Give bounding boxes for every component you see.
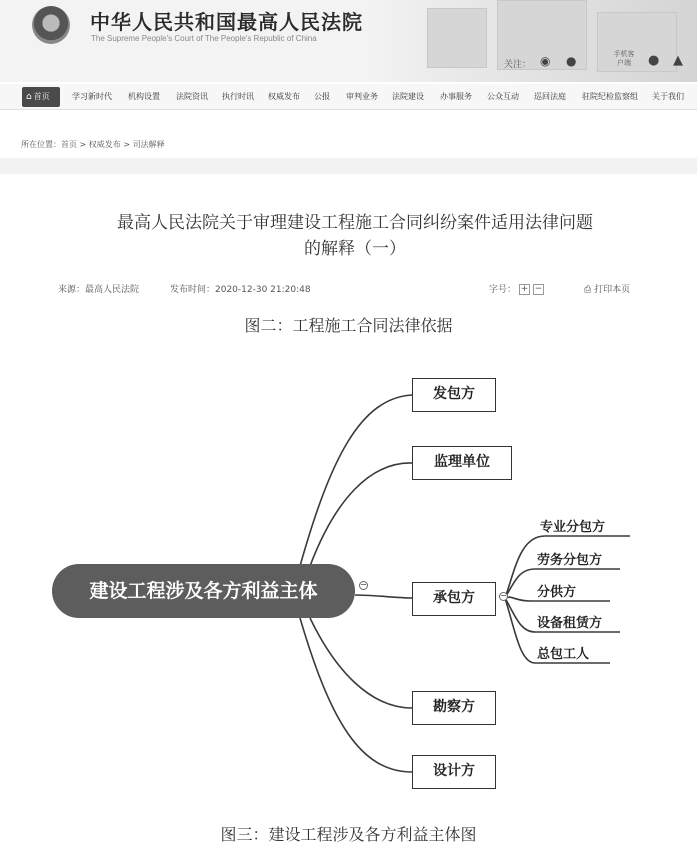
leaf-node[interactable]: 劳务分包方: [537, 553, 603, 568]
article-source: 来源：最高人民法院: [58, 285, 140, 295]
connector-sheji: [300, 618, 412, 772]
figure3-caption: 图三：建设工程涉及各方利益主体图: [220, 825, 477, 844]
article-published-time: 发布时间：2020-12-30 21:20:48: [170, 285, 311, 295]
home-icon: ⌂: [26, 92, 32, 102]
figure2-caption: 图二：工程施工合同法律依据: [244, 316, 453, 335]
node-jianli[interactable]: 监理单位: [412, 446, 512, 480]
article-title-line2: 的解释（一）: [304, 239, 406, 259]
font-size-label: 字号：: [489, 285, 517, 295]
site-header: [0, 0, 697, 82]
leaf-node[interactable]: 专业分包方: [540, 520, 606, 535]
nav-item[interactable]: 关于我们: [652, 92, 684, 101]
root-collapse-toggle[interactable]: −: [360, 580, 367, 589]
building-shape: [597, 12, 677, 72]
nav-item[interactable]: 法院建设: [392, 92, 424, 101]
breadcrumb[interactable]: 所在位置：首页 > 权威发布 > 司法解释: [21, 140, 165, 149]
weibo-icon[interactable]: ◉: [540, 54, 551, 68]
leaf-node[interactable]: 分供方: [537, 585, 577, 600]
national-emblem-logo[interactable]: [32, 6, 70, 44]
article-title-line1: 最高人民法院关于审理建设工程施工合同纠纷案件适用法律问题: [117, 213, 593, 233]
nav-item[interactable]: 机构设置: [128, 92, 160, 101]
separator-band: [0, 158, 697, 174]
mindmap: [0, 340, 697, 810]
nav-item[interactable]: 公报: [314, 92, 330, 101]
node-chengbao[interactable]: 承包方: [412, 582, 496, 616]
main-nav: [0, 84, 697, 110]
mindmap-root[interactable]: 建设工程涉及各方利益主体: [52, 564, 355, 618]
article-title: [60, 210, 650, 262]
website-screenshot: [0, 0, 697, 300]
connector-jianli: [310, 463, 412, 566]
connector-fabaofang: [300, 395, 412, 566]
contractor-collapse-toggle[interactable]: −: [500, 591, 507, 600]
nav-item[interactable]: 审判业务: [346, 92, 378, 101]
printer-icon: ⎙: [584, 285, 592, 295]
node-fabaofang[interactable]: 发包方: [412, 378, 496, 412]
font-size-controls: [489, 282, 544, 295]
building-background: [367, 0, 697, 82]
site-title[interactable]: 中华人民共和国最高人民法院: [90, 10, 363, 34]
nav-item[interactable]: 学习新时代: [72, 92, 112, 101]
nav-home[interactable]: [22, 87, 60, 107]
nav-item[interactable]: 权威发布: [268, 92, 300, 101]
nav-item[interactable]: 巡回法庭: [534, 92, 566, 101]
building-shape: [427, 8, 487, 68]
connector-chengbao: [355, 595, 412, 598]
nav-item[interactable]: 驻院纪检监察组: [582, 92, 638, 101]
node-kancha[interactable]: 勘察方: [412, 691, 496, 725]
wechat-icon[interactable]: ●: [566, 54, 577, 68]
nav-item[interactable]: 执行时讯: [222, 92, 254, 101]
leaf-node[interactable]: 设备租赁方: [537, 616, 603, 631]
mobile-client-link[interactable]: 手机客户端: [613, 50, 635, 67]
font-decrease-button[interactable]: −: [534, 284, 543, 294]
nav-item[interactable]: 公众互动: [487, 92, 519, 101]
nav-item[interactable]: 办事服务: [440, 92, 472, 101]
site-subtitle: The Supreme People's Court of The People's Republic of China: [91, 34, 317, 43]
connector-kancha: [310, 618, 412, 708]
print-label: 打印本页: [594, 285, 631, 295]
node-sheji[interactable]: 设计方: [412, 755, 496, 789]
nav-item[interactable]: 法院资讯: [176, 92, 208, 101]
leaf-node[interactable]: 总包工人: [537, 647, 590, 662]
android-icon[interactable]: ▲: [673, 53, 683, 68]
font-increase-button[interactable]: +: [520, 284, 529, 294]
nav-home-label: 首页: [33, 92, 50, 101]
apple-icon[interactable]: ●: [648, 53, 660, 68]
print-page-button[interactable]: [584, 282, 630, 295]
follow-label: 关注：: [504, 60, 532, 70]
